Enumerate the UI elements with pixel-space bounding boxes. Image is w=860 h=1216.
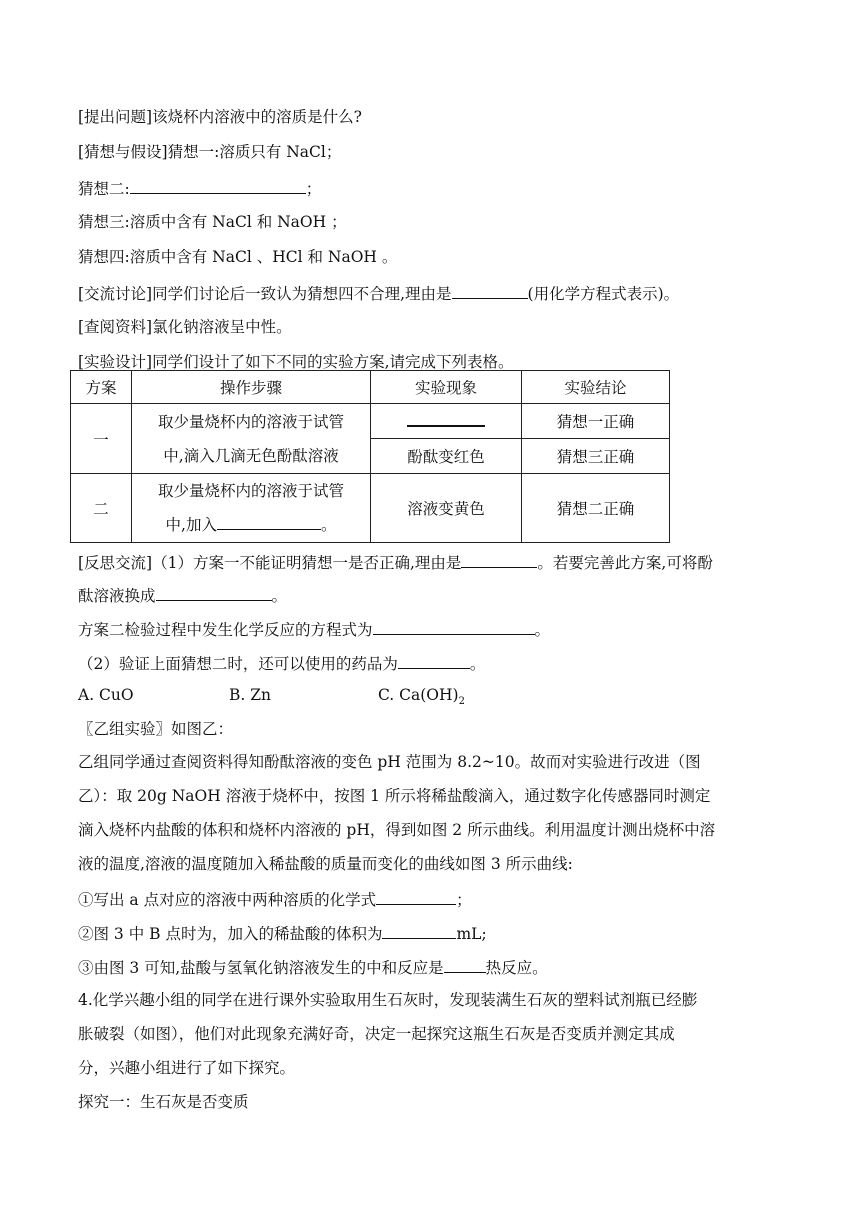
hypothesis-2-label: 猜想二: [78, 180, 130, 198]
experiment-table [70, 370, 670, 543]
plan-2-equation-text: 方案二检验过程中发生化学反应的方程式为 [78, 621, 373, 639]
hypothesis-3: 猜想三:溶质中含有 NaCl 和 NaOH ； [78, 213, 347, 231]
item-3-text: ③由图 3 可知,盐酸与氢氧化钠溶液发生的中和反应是 [78, 959, 444, 977]
plan-1-conclusion-1: 猜想一正确 [522, 404, 670, 439]
table-header: 实验现象 [371, 371, 522, 404]
hypothesis-2-blank[interactable] [130, 177, 306, 194]
item-1 [78, 888, 472, 910]
item-3-end: 热反应。 [485, 959, 548, 977]
table-header: 实验结论 [522, 371, 670, 404]
discussion-blank[interactable] [452, 282, 528, 299]
item-1-blank[interactable] [376, 888, 456, 905]
question-4-line-2: 胀破裂（如图），他们对此现象充满好奇，决定一起探究这瓶生石灰是否变质并测定其成 [78, 1025, 675, 1043]
plan-2-step-a: 取少量烧杯内的溶液于试管 [157, 482, 344, 500]
item-2-end: mL; [456, 925, 487, 943]
reflect-line-1 [78, 551, 713, 573]
design-line: [实验设计]同学们设计了如下不同的实验方案,请完成下列表格。 [78, 353, 514, 371]
hypothesis-2-end: ； [305, 180, 322, 198]
plan-1-step-a: 取少量烧杯内的溶液于试管 [157, 412, 344, 431]
verify-line [78, 652, 485, 674]
verify-text: （2）验证上面猜想二时，还可以使用的药品为 [78, 655, 398, 673]
plan-1-phenomenon-blank[interactable] [407, 411, 485, 427]
plan-2-step-b-end: 。 [320, 516, 337, 534]
question-4-line-3: 分，兴趣小组进行了如下探究。 [78, 1059, 296, 1077]
discussion-line [78, 282, 679, 304]
item-2-blank[interactable] [382, 922, 456, 939]
item-3-blank[interactable] [444, 956, 486, 973]
plan-1-phenomenon-blank-cell [371, 404, 522, 439]
plan-2-phenomenon: 溶液变黄色 [371, 474, 522, 543]
table-header: 方案 [71, 371, 132, 404]
plan-2-step [132, 474, 371, 543]
paragraph-line-3: 滴入烧杯内盐酸的体积和烧杯内溶液的 pH，得到如图 2 所示曲线。利用温度计测出烧杯中溶 [78, 821, 716, 839]
discussion-end: (用化学方程式表示)。 [527, 285, 680, 303]
option-b: B. Zn [229, 686, 271, 704]
item-3 [78, 956, 548, 978]
verify-blank[interactable] [398, 652, 470, 669]
item-1-end: ； [456, 891, 472, 909]
plan-2-reagent-blank[interactable] [217, 513, 321, 530]
verify-end: 。 [469, 655, 486, 673]
option-c [378, 685, 465, 712]
plan-1-step [132, 404, 371, 474]
question-line: [提出问题]该烧杯内溶液中的溶质是什么? [78, 108, 362, 126]
probe-1-title: 探究一：生石灰是否变质 [78, 1093, 249, 1111]
question-4-line-1: 4.化学兴趣小组的同学在进行课外实验取用生石灰时，发现装满生石灰的塑料试剂瓶已经膨 [78, 991, 698, 1009]
group-b-title: 〖乙组实验〗如图乙： [78, 720, 234, 738]
reflect-text-c: 酞溶液换成 [78, 587, 156, 605]
paragraph-line-2: 乙）：取 20g NaOH 溶液于烧杯中，按图 1 所示将稀盐酸滴入，通过数字化传感器同时测定 [78, 787, 711, 805]
plan-2-conclusion: 猜想二正确 [522, 474, 670, 543]
plan-2-equation-blank[interactable] [373, 618, 535, 635]
plan-2-equation-line [78, 618, 550, 640]
reflect-blank-1[interactable] [461, 551, 537, 568]
plan-1-step-b: 中,滴入几滴无色酚酞溶液 [163, 446, 339, 465]
plan-2-id: 二 [71, 474, 132, 543]
plan-1-phenomenon-2: 酚酞变红色 [371, 439, 522, 474]
reflect-blank-2[interactable] [156, 584, 272, 601]
plan-2-equation-end: 。 [534, 621, 551, 639]
reflect-text-d: 。 [271, 587, 288, 605]
hypothesis-4: 猜想四:溶质中含有 NaCl 、HCl 和 NaOH 。 [78, 248, 398, 266]
reflect-text-b: 。若要完善此方案,可将酚 [537, 554, 713, 572]
discussion-text: [交流讨论]同学们讨论后一致认为猜想四不合理,理由是 [78, 285, 452, 303]
plan-1-id: 一 [71, 404, 132, 474]
option-a: A. CuO [78, 686, 134, 704]
hypothesis-1: [猜想与假设]猜想一:溶质只有 NaCl； [78, 143, 342, 161]
consult-line: [查阅资料]氯化钠溶液呈中性。 [78, 318, 292, 336]
item-2-text: ②图 3 中 B 点时为，加入的稀盐酸的体积为 [78, 925, 383, 943]
item-2 [78, 922, 487, 944]
plan-2-step-b-pre: 中,加入 [165, 516, 217, 534]
reflect-text-a: [反思交流]（1）方案一不能证明猜想一是否正确,理由是 [78, 554, 462, 572]
reflect-line-2 [78, 584, 287, 606]
option-c-formula: C. Ca(OH) [378, 686, 459, 704]
table-header: 操作步骤 [132, 371, 371, 404]
hypothesis-2 [78, 177, 321, 199]
item-1-text: ①写出 a 点对应的溶液中两种溶质的化学式 [78, 891, 377, 909]
option-c-subscript: 2 [458, 696, 465, 708]
paragraph-line-4: 液的温度,溶液的温度随加入稀盐酸的质量而变化的曲线如图 3 所示曲线: [78, 855, 573, 873]
paragraph-line-1: 乙组同学通过查阅资料得知酚酞溶液的变色 pH 范围为 8.2~10。故而对实验进行改进（图 [78, 753, 701, 771]
plan-1-conclusion-2: 猜想三正确 [522, 439, 670, 474]
